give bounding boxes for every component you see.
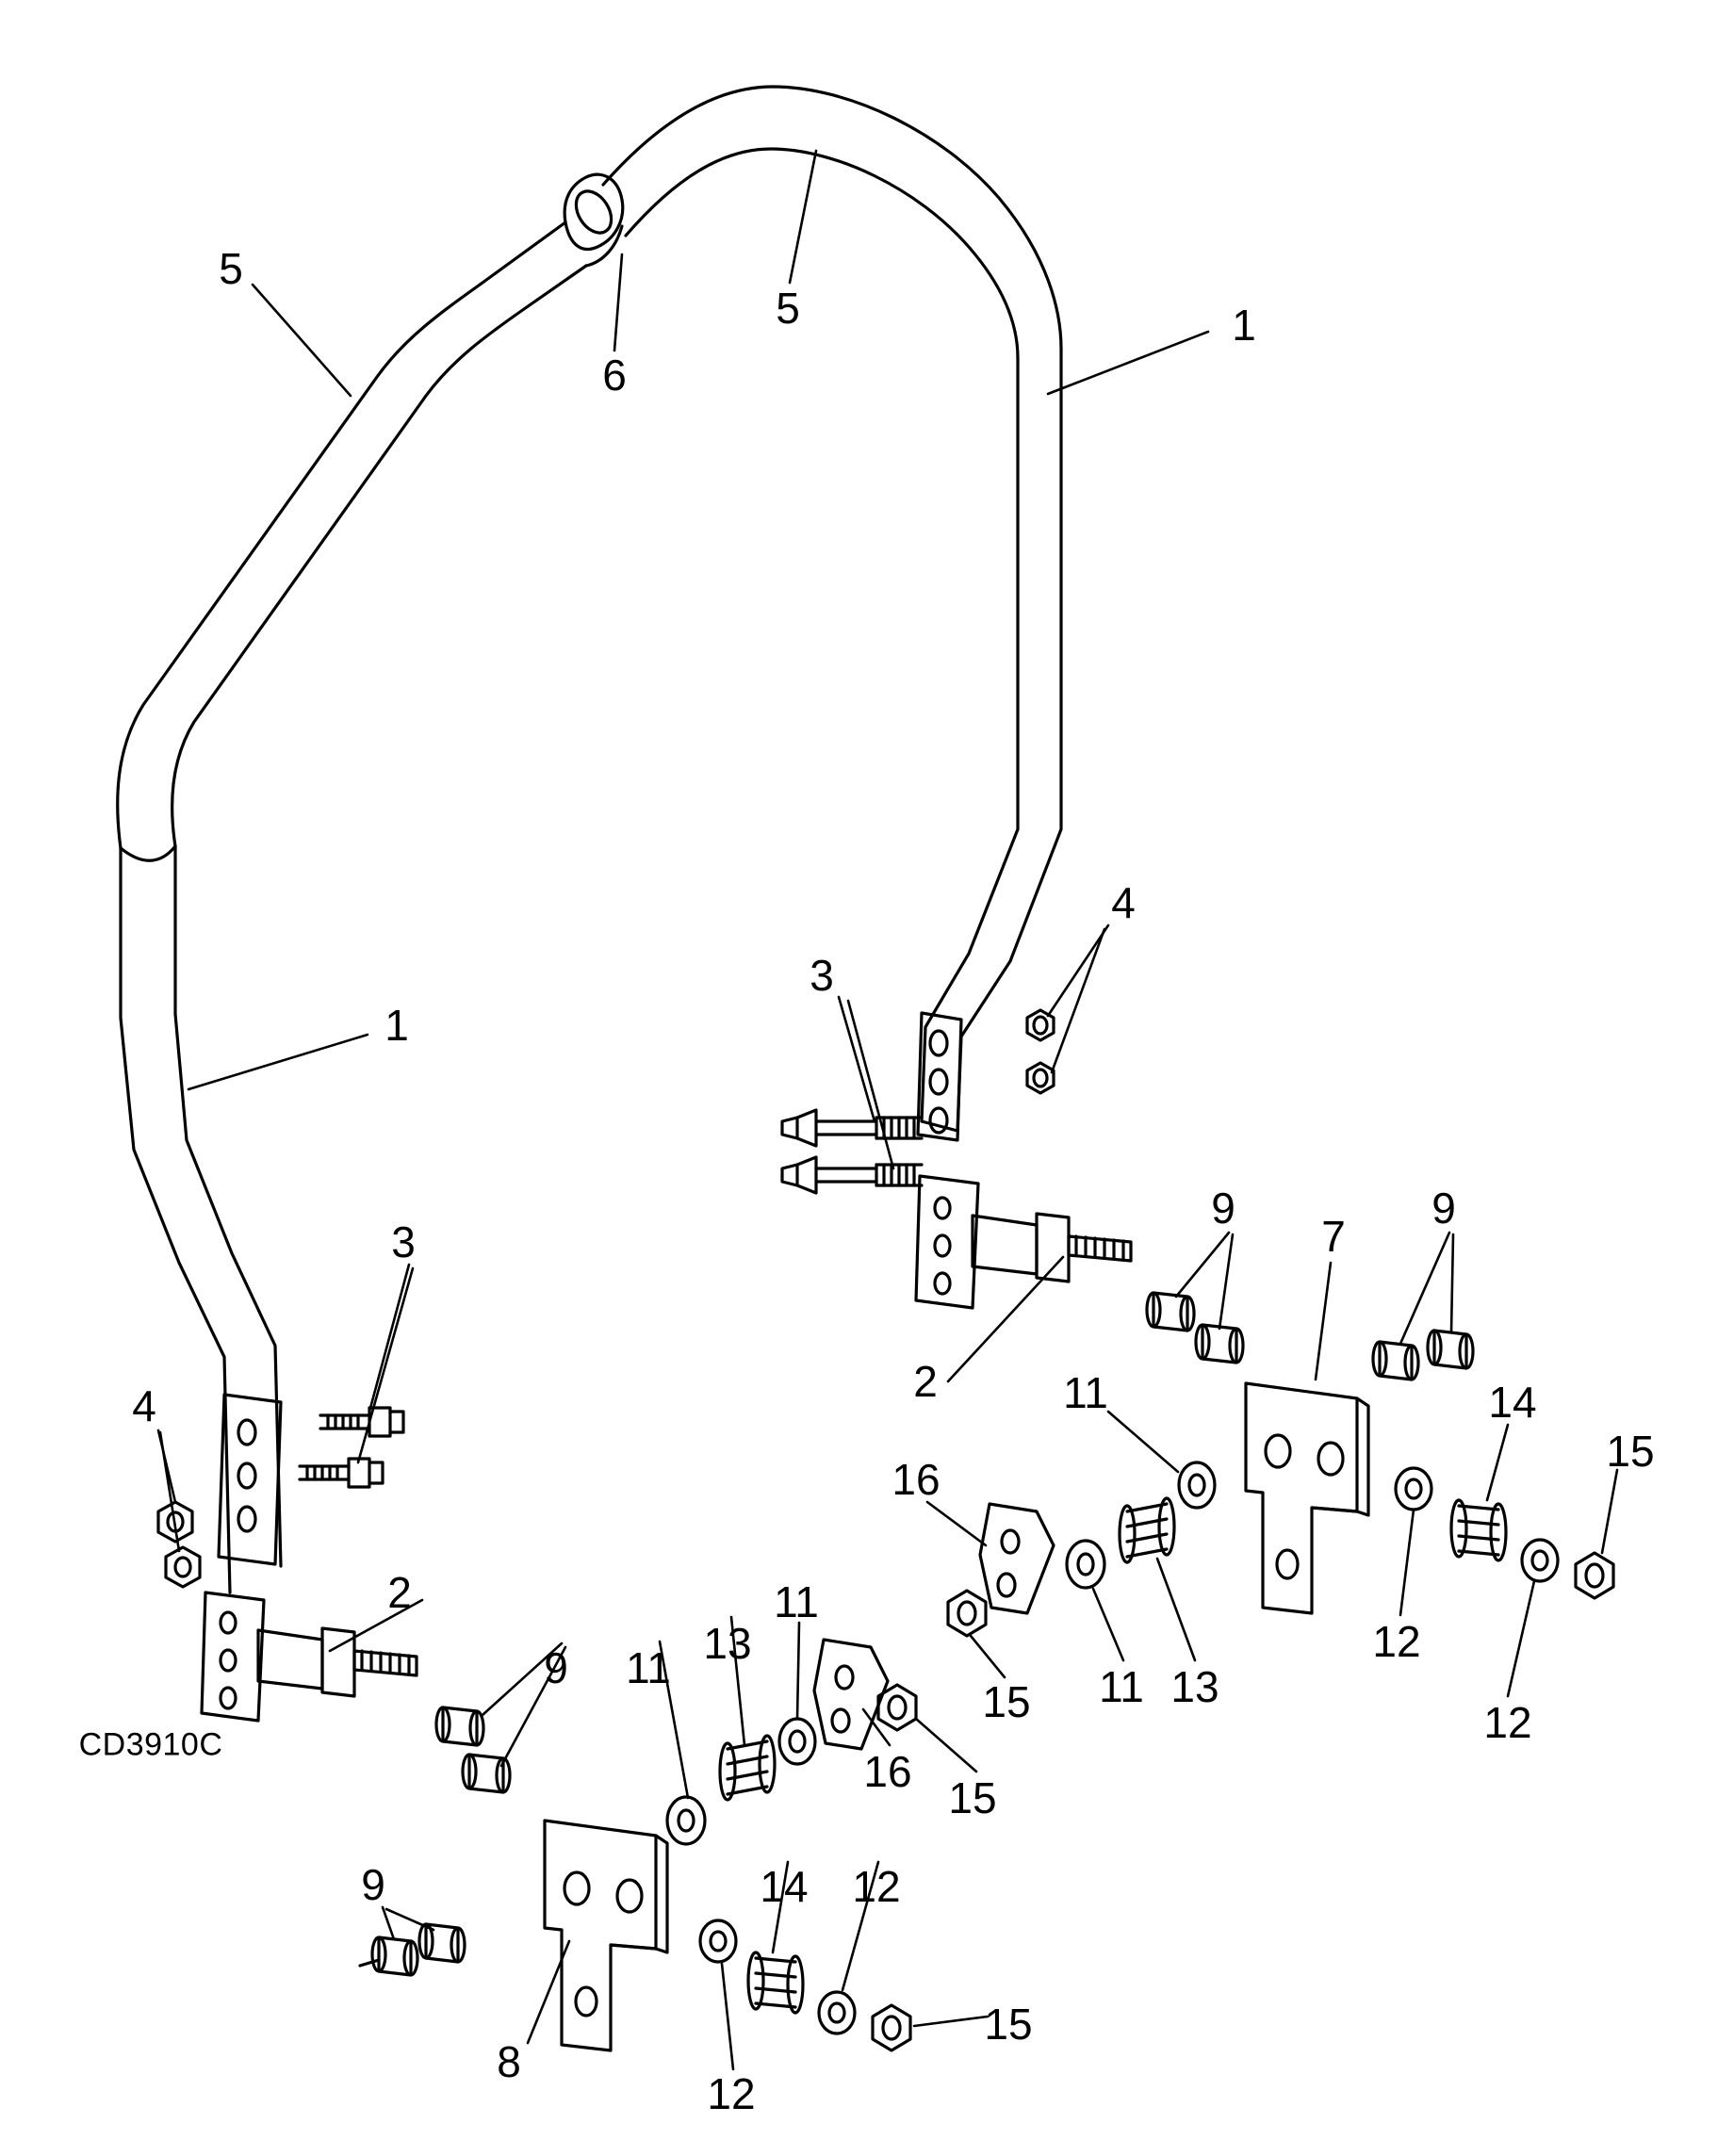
washer-item12-left-a (700, 1920, 736, 1962)
bracket-item8 (545, 1821, 667, 2050)
bushing-item9-left-b (463, 1755, 510, 1792)
washer-item11-right-lower (1067, 1541, 1104, 1588)
callout-15-left: 15 (948, 1773, 997, 1822)
spring-item13-right (1120, 1498, 1174, 1562)
callout-14-right: 14 (1488, 1378, 1537, 1427)
callout-13-right: 13 (1170, 1662, 1219, 1711)
bushing-item9-farright-b (1428, 1331, 1473, 1368)
callout-11-left-b: 11 (774, 1577, 819, 1626)
spring-item13-left (720, 1736, 775, 1800)
bracket-item2-left (202, 1592, 417, 1721)
locknut-item4-right-b (1027, 1063, 1054, 1093)
callout-16-left: 16 (863, 1747, 912, 1796)
callout-6: 6 (602, 351, 627, 400)
callout-1-left: 1 (384, 1001, 409, 1050)
locknut-item15-mid-left (878, 1685, 916, 1730)
plate-item16-right (980, 1504, 1054, 1613)
bolt-item3-left-b (300, 1459, 383, 1487)
washer-item12-right-a (1396, 1468, 1431, 1510)
callout-13-left: 13 (703, 1619, 752, 1668)
washer-item11-left-lower (667, 1797, 705, 1844)
callout-4-right: 4 (1111, 878, 1136, 927)
bushing-item9-right-a (1147, 1293, 1194, 1331)
plate-item16-left (814, 1640, 888, 1749)
callout-9-left-mid: 9 (544, 1643, 568, 1692)
callout-9-lower-left: 9 (361, 1860, 385, 1909)
rops-top-tube (603, 87, 1061, 358)
callout-7: 7 (1321, 1212, 1346, 1261)
bushing-item9-left-a (436, 1707, 483, 1745)
callout-15-bottom: 15 (984, 2000, 1033, 2049)
bracket-item7 (1246, 1383, 1368, 1613)
callout-16-right: 16 (892, 1455, 941, 1504)
callout-2-right: 2 (913, 1357, 938, 1406)
callout-8: 8 (497, 2037, 521, 2086)
bushing-item9-farright-a (1373, 1342, 1418, 1380)
callout-12-right-b: 12 (1483, 1698, 1532, 1747)
drawing-part-code: CD3910C (78, 1726, 223, 1763)
callout-12-left-a: 12 (852, 1862, 901, 1911)
callout-11-right-b: 11 (1099, 1662, 1144, 1711)
washer-item11-right-upper (1179, 1462, 1215, 1508)
spring-item14-left (748, 1952, 803, 2013)
locknut-item15-mid-right (948, 1591, 986, 1636)
washer-item12-left-b (819, 1992, 855, 2034)
callout-15-mid-right: 15 (982, 1677, 1031, 1726)
locknut-item15-bottom (873, 2005, 910, 2050)
callout-9-upper-mid: 9 (1211, 1184, 1235, 1233)
bolt-item3-right-b (782, 1157, 922, 1193)
callout-15-right: 15 (1606, 1427, 1655, 1476)
rops-left-tube (118, 174, 623, 1592)
locknut-item15-right (1576, 1553, 1613, 1598)
callout-11-left-a: 11 (626, 1643, 671, 1692)
callout-11-right-a: 11 (1063, 1368, 1108, 1417)
callout-5-top: 5 (776, 284, 800, 333)
washer-item12-right-b (1522, 1540, 1558, 1581)
callout-4-left: 4 (132, 1381, 156, 1430)
bushing-item9-lower-left-a (360, 1937, 417, 1975)
callout-14-left: 14 (760, 1862, 809, 1911)
rops-right-tube (922, 349, 1061, 1131)
locknut-item4-left-b (166, 1547, 200, 1587)
bushing-item9-lower-left-b (419, 1924, 465, 1962)
callout-5-left: 5 (219, 244, 243, 293)
callout-12-left-b: 12 (707, 2069, 756, 2118)
callout-3-right: 3 (810, 951, 834, 1000)
callout-9-upper-right: 9 (1431, 1184, 1456, 1233)
bracket-item2-right (916, 1176, 1131, 1308)
bushing-item9-right-b (1196, 1325, 1243, 1363)
bolt-item3-left-a (320, 1408, 403, 1436)
callout-12-right-a: 12 (1372, 1617, 1421, 1666)
callout-3-left: 3 (391, 1217, 416, 1266)
callout-2-left: 2 (387, 1568, 412, 1617)
bolt-item3-right-a (782, 1110, 922, 1146)
spring-item14-right (1451, 1500, 1506, 1560)
callout-1-right: 1 (1232, 301, 1256, 350)
washer-item11-left-upper (779, 1719, 815, 1764)
